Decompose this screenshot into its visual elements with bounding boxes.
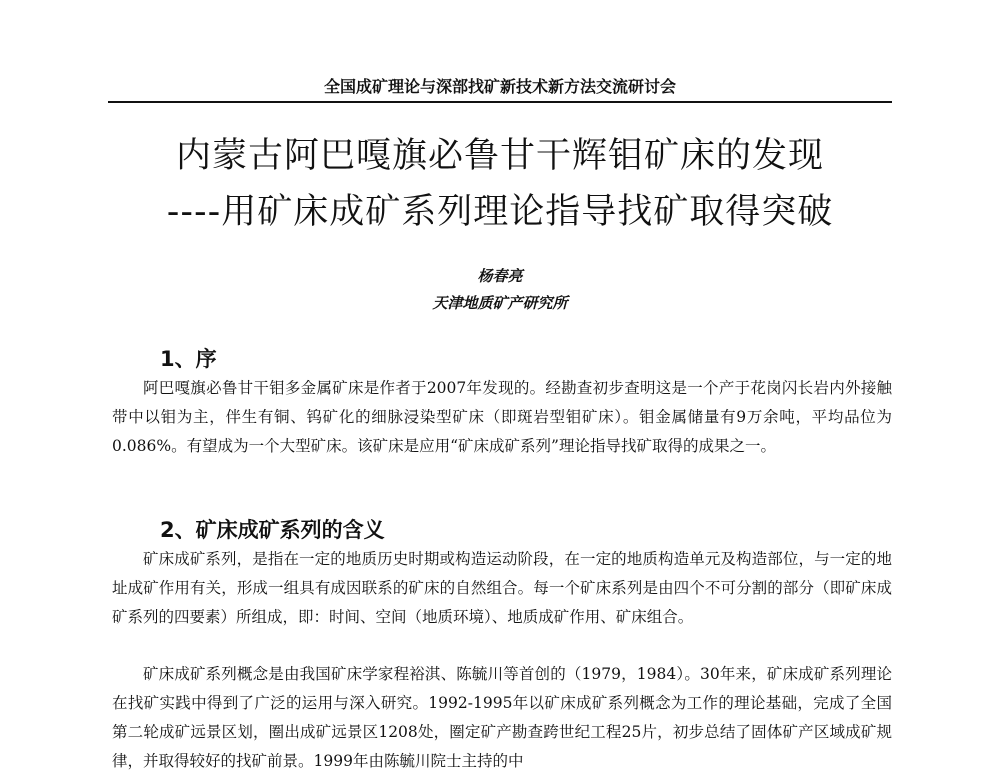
conference-header: 全国成矿理论与深部找矿新技术新方法交流研讨会 bbox=[108, 74, 892, 103]
section-heading-series-meaning: 2、矿床成矿系列的含义 bbox=[160, 518, 385, 542]
paragraph-series-history: 矿床成矿系列概念是由我国矿床学家程裕淇、陈毓川等首创的（1979，1984）。30年来，矿床成矿系列理论在找矿实践中得到了广泛的运用与深入研究。1992-1995年以矿床成矿系列概念为工作的理论基础，完成了全国第二轮成矿远景区划，圈出成矿远景区1208处，圈定矿产勘查跨世纪工程25片，初步总结了固体矿产区域成矿规律，并取得较好的找矿前景。1999年由陈毓川院士主持的中 bbox=[112, 665, 892, 770]
author-affiliation: 天津地质矿产研究所 bbox=[432, 294, 568, 312]
paper-title: 内蒙古阿巴嘎旗必鲁甘干辉钼矿床的发现 bbox=[175, 136, 824, 176]
paragraph-preface: 阿巴嘎旗必鲁甘干钼多金属矿床是作者于2007年发现的。经勘查初步查明这是一个产于花岗闪长岩内外接触带中以钼为主，伴生有铜、钨矿化的细脉浸染型矿床（即斑岩型钼矿床）。钼金属储量有9万余吨，平均品位为0.086%。有望成为一个大型矿床。该矿床是应用“矿床成矿系列”理论指导找矿取得的成果之一。 bbox=[112, 379, 892, 455]
author-name: 杨春亮 bbox=[477, 267, 523, 285]
section-heading-preface: 1、序 bbox=[160, 347, 217, 371]
paragraph-series-definition: 矿床成矿系列，是指在一定的地质历史时期或构造运动阶段，在一定的地质构造单元及构造部位，与一定的地址成矿作用有关，形成一组具有成因联系的矿床的自然组合。每一个矿床系列是由四个不可分割的部分（即矿床成矿系列的四要素）所组成，即：时间、空间（地质环境）、地质成矿作用、矿床组合。 bbox=[112, 550, 892, 626]
paper-subtitle: ----用矿床成矿系列理论指导找矿取得突破 bbox=[166, 192, 834, 232]
